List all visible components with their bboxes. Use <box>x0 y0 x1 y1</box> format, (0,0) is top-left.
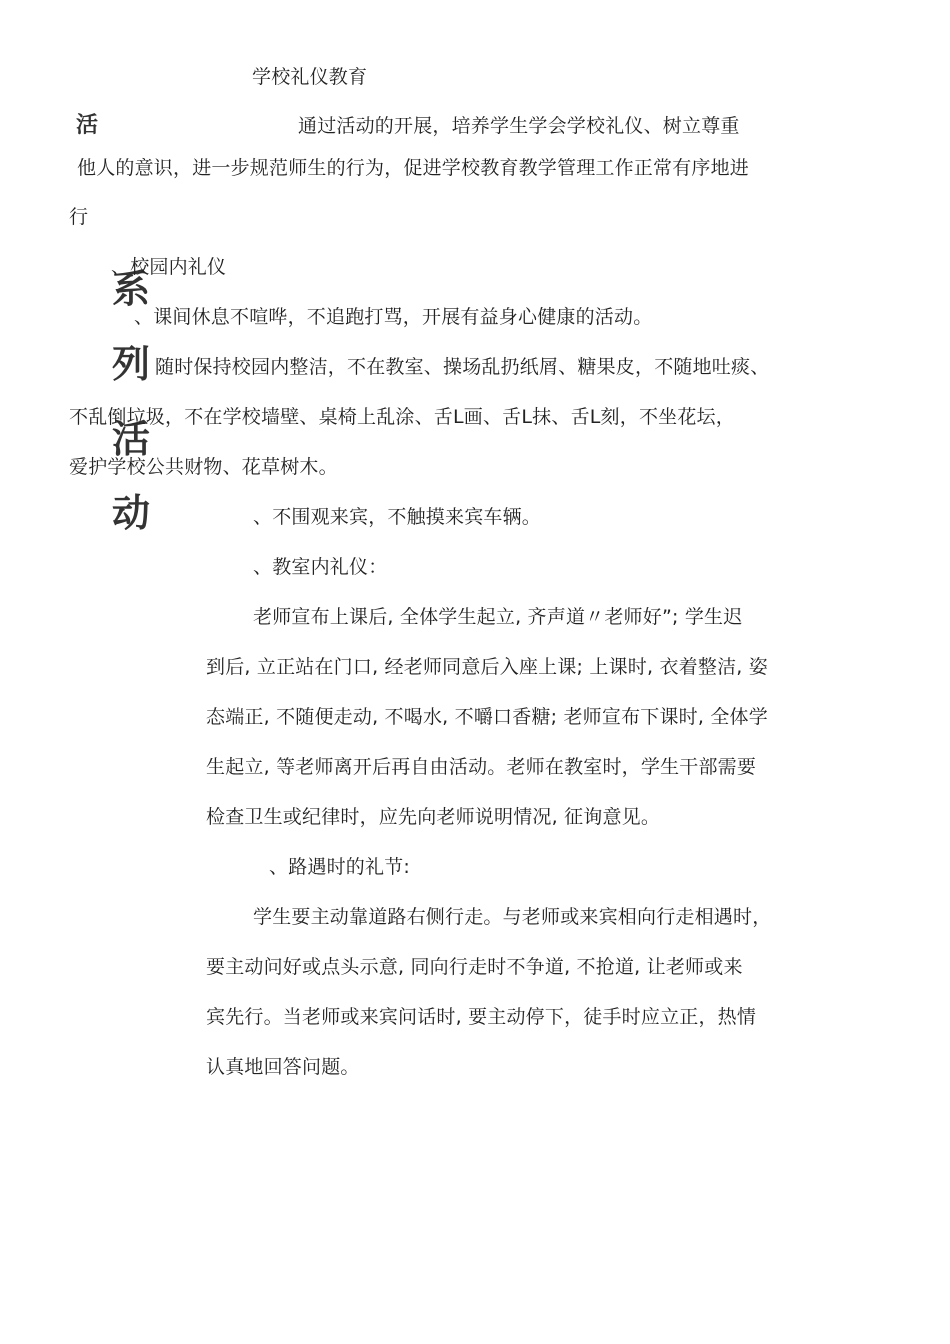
section-2-line-1: 老师宣布上课后, 全体学生起立, 齐声道〃老师好”; 学生迟 <box>253 606 743 628</box>
section-3-line-1: 学生要主动靠道路右侧行走。与老师或来宾相向行走相遇时， <box>253 906 772 928</box>
section-2-heading: 、教室内礼仪： <box>253 556 388 578</box>
side-heading-char-4: 活 <box>112 417 151 461</box>
side-heading-char-1: 活 <box>76 113 99 138</box>
side-heading-char-5: 动 <box>112 491 151 535</box>
section-2-line-5: 检查卫生或纪律时，应先向老师说明情况, 征询意见。 <box>206 806 661 828</box>
document-title: 学校礼仪教育 <box>252 66 368 88</box>
section-2-line-3: 态端正, 不随便走动, 不喝水, 不嚼口香糖; 老师宣布下课时, 全体学 <box>206 706 768 728</box>
section-3-heading: 、路遇时的礼节: <box>269 856 411 878</box>
section-3-line-3: 宾先行。当老师或来宾问话时, 要主动停下，徒手时应立正，热情 <box>206 1006 757 1028</box>
section-3-line-2: 要主动问好或点头示意, 同向行走时不争道, 不抢道, 让老师或来 <box>206 956 743 978</box>
intro-line-2: 他人的意识，进一步规范师生的行为，促进学校教育教学管理工作正常有序地进 <box>77 157 750 179</box>
section-2-line-4: 生起立, 等老师离开后再自由活动。老师在教室时，学生干部需要 <box>206 756 757 778</box>
section-3-line-4: 认真地回答问题。 <box>206 1056 360 1078</box>
section-1-item-2-line-2: 不乱倒垃圾，不在学校墙壁、桌椅上乱涂、舌L画、舌L抹、舌L刻，不坐花坛， <box>69 406 735 428</box>
side-heading-char-3: 列 <box>112 342 151 386</box>
intro-line-3: 行 <box>69 206 89 228</box>
section-1-item-2-line-1: 随时保持校园内整洁，不在教室、操场乱扔纸屑、糖果皮，不随地吐痰、 <box>155 356 770 378</box>
intro-line-1: 通过活动的开展，培养学生学会学校礼仪、树立尊重 <box>298 115 740 137</box>
section-1-item-1: 、课间休息不喧哗，不追跑打骂，开展有益身心健康的活动。 <box>134 306 653 328</box>
side-heading-char-2: 系 <box>112 267 151 311</box>
section-1-item-3: 、不围观来宾，不触摸来宾车辆。 <box>253 506 542 528</box>
section-2-line-2: 到后, 立正站在门口, 经老师同意后入座上课; 上课时, 衣着整洁, 姿 <box>206 656 768 678</box>
section-1-heading: 、校园内礼仪 <box>111 256 227 278</box>
section-1-item-2-line-3: 爱护学校公共财物、花草树木。 <box>69 456 338 478</box>
